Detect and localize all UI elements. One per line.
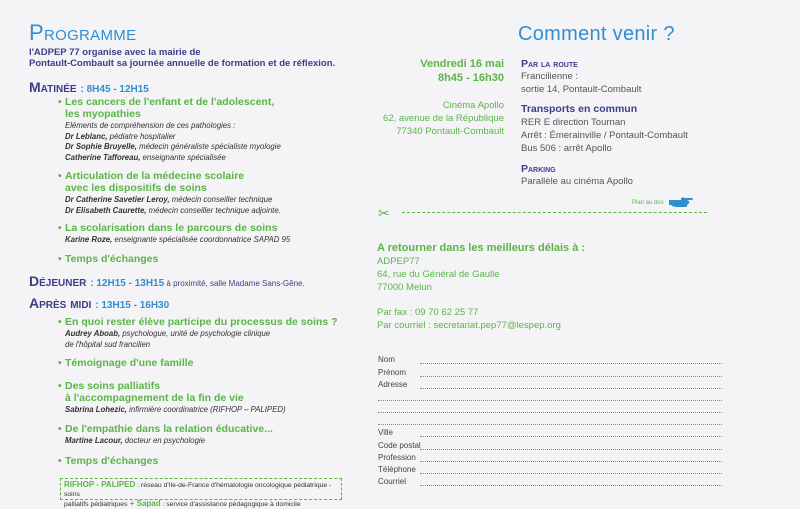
form-label-nom: Nom bbox=[378, 355, 395, 364]
event-date: Vendredi 16 mai bbox=[420, 58, 504, 70]
prenom-field[interactable] bbox=[420, 376, 722, 377]
matinee-item-3-speakers: Karine Roze, enseignante spécialisée coordonnatrice SAPAD 95 bbox=[65, 235, 291, 244]
apres-midi-item-2-title: • Témoignage d'une famille bbox=[58, 357, 194, 369]
dejeuner-label: Déjeuner bbox=[29, 273, 87, 289]
apres-midi-heading bbox=[29, 295, 169, 311]
apres-midi-item-3-title: • Des soins palliatifs à l'accompagnement de la fin de vie bbox=[58, 380, 244, 404]
parking-line-1: Parallèle au cinéma Apollo bbox=[521, 176, 633, 187]
route-line-2: sortie 14, Pontault-Combault bbox=[521, 84, 642, 95]
dejeuner-heading bbox=[29, 273, 305, 289]
matinee-time: : 8H45 - 12H15 bbox=[80, 84, 149, 95]
nom-field[interactable] bbox=[420, 363, 722, 364]
transport-line-3: Bus 506 : arrêt Apollo bbox=[521, 143, 612, 154]
apres-midi-item-1-speakers: Audrey Aboab, psychologue, unité de psychologie clinique de l'hôpital sud francilien bbox=[65, 329, 271, 349]
matinee-heading bbox=[29, 79, 149, 95]
event-address: 62, avenue de la République bbox=[383, 113, 504, 124]
retour-heading: A retourner dans les meilleurs délais à : bbox=[377, 242, 586, 254]
programme-title: Programme bbox=[29, 20, 137, 45]
code-postal-field[interactable] bbox=[420, 449, 722, 450]
telephone-field[interactable] bbox=[420, 473, 722, 474]
route-line-1: Francilienne : bbox=[521, 71, 579, 82]
plan-au-dos-label: Plan au dos bbox=[632, 200, 664, 206]
courriel-field[interactable] bbox=[420, 485, 722, 486]
transport-line-2: Arrêt : Émerainville / Pontault-Combault bbox=[521, 130, 688, 141]
matinee-item-3-title: • La scolarisation dans le parcours de soins bbox=[58, 222, 278, 234]
apres-midi-label: Après midi bbox=[29, 295, 92, 311]
intro-line-2: Pontault-Combault sa journée annuelle de formation et de réflexion. bbox=[29, 58, 336, 69]
event-venue: Cinéma Apollo bbox=[442, 100, 504, 111]
scissors-icon: ✂ bbox=[378, 205, 390, 221]
matinee-item-1-speakers: Eléments de compréhension de ces pathologies : Dr Leblanc, pédiatre hospitalier Dr Sophie Bruyelle, médecin généraliste spécialiste myologie Catherine Tafforeau, enseignante spécialisée bbox=[65, 121, 281, 162]
acronym-legend: RIFHOP - PALIPED : réseau d'Ile-de-France d'hématologie oncologique pédiatrique - soins palliatifs pédiatriques + Sapad : service d'assistance pédagogique à domicile bbox=[60, 478, 342, 500]
form-label-telephone: Téléphone bbox=[378, 465, 416, 474]
apres-midi-time: : 13H15 - 16H30 bbox=[95, 300, 170, 311]
form-label-profession: Profession bbox=[378, 453, 416, 462]
intro-line-1: l'ADPEP 77 organise avec la mairie de bbox=[29, 47, 201, 58]
form-label-adresse: Adresse bbox=[378, 380, 408, 389]
form-label-code-postal: Code postal bbox=[378, 441, 421, 450]
event-hours: 8h45 - 16h30 bbox=[437, 72, 504, 84]
comment-venir-title: Comment venir ? bbox=[518, 23, 675, 45]
adresse-field-4[interactable] bbox=[378, 424, 722, 425]
matinee-item-2-speakers: Dr Catherine Savetier Leroy, médecin conseiller technique Dr Elisabeth Caurette, médecin conseiller technique adjointe. bbox=[65, 195, 281, 215]
event-city: 77340 Pontault-Combault bbox=[396, 126, 504, 137]
parking-heading: Parking bbox=[521, 163, 556, 175]
cut-line bbox=[402, 212, 707, 213]
matinee-item-2-title: • Articulation de la médecine scolaire avec les dispositifs de soins bbox=[58, 170, 245, 194]
retour-org: ADPEP77 bbox=[377, 256, 420, 267]
apres-midi-item-3-speakers: Sabrina Lohezic, infirmière coordinatrice (RIFHOP – PALIPED) bbox=[65, 405, 286, 414]
retour-fax: Par fax : 09 70 62 25 77 bbox=[377, 307, 479, 318]
apres-midi-item-1-title: • En quoi rester élève participe du processus de soins ? bbox=[58, 316, 338, 328]
retour-email: Par courriel : secretariat.pep77@lespep.org bbox=[377, 320, 561, 331]
adresse-field-2[interactable] bbox=[378, 400, 722, 401]
dejeuner-note: à proximité, salle Madame Sans-Gêne. bbox=[164, 279, 305, 288]
form-label-prenom: Prénom bbox=[378, 368, 407, 377]
matinee-label: Matinée bbox=[29, 79, 77, 95]
profession-field[interactable] bbox=[420, 461, 722, 462]
adresse-field[interactable] bbox=[420, 388, 722, 389]
matinee-item-4-title: • Temps d'échanges bbox=[58, 253, 159, 265]
transport-heading: Transports en commun bbox=[521, 103, 638, 115]
transport-line-1: RER E direction Tournan bbox=[521, 117, 626, 128]
form-label-ville: Ville bbox=[378, 428, 393, 437]
apres-midi-item-4-title: • De l'empathie dans la relation éducative... bbox=[58, 423, 273, 435]
dejeuner-time: : 12H15 - 13H15 bbox=[90, 278, 165, 289]
apres-midi-item-5-title: • Temps d'échanges bbox=[58, 455, 159, 467]
retour-street: 64, rue du Général de Gaulle bbox=[377, 269, 500, 280]
adresse-field-3[interactable] bbox=[378, 412, 722, 413]
apres-midi-item-4-speakers: Martine Lacour, docteur en psychologie bbox=[65, 436, 205, 445]
ville-field[interactable] bbox=[420, 436, 722, 437]
route-heading: Par la route bbox=[521, 58, 578, 70]
form-label-courriel: Courriel bbox=[378, 477, 407, 486]
matinee-item-1-title: • Les cancers de l'enfant et de l'adolescent, les myopathies bbox=[58, 96, 275, 120]
retour-city: 77000 Melun bbox=[377, 282, 432, 293]
